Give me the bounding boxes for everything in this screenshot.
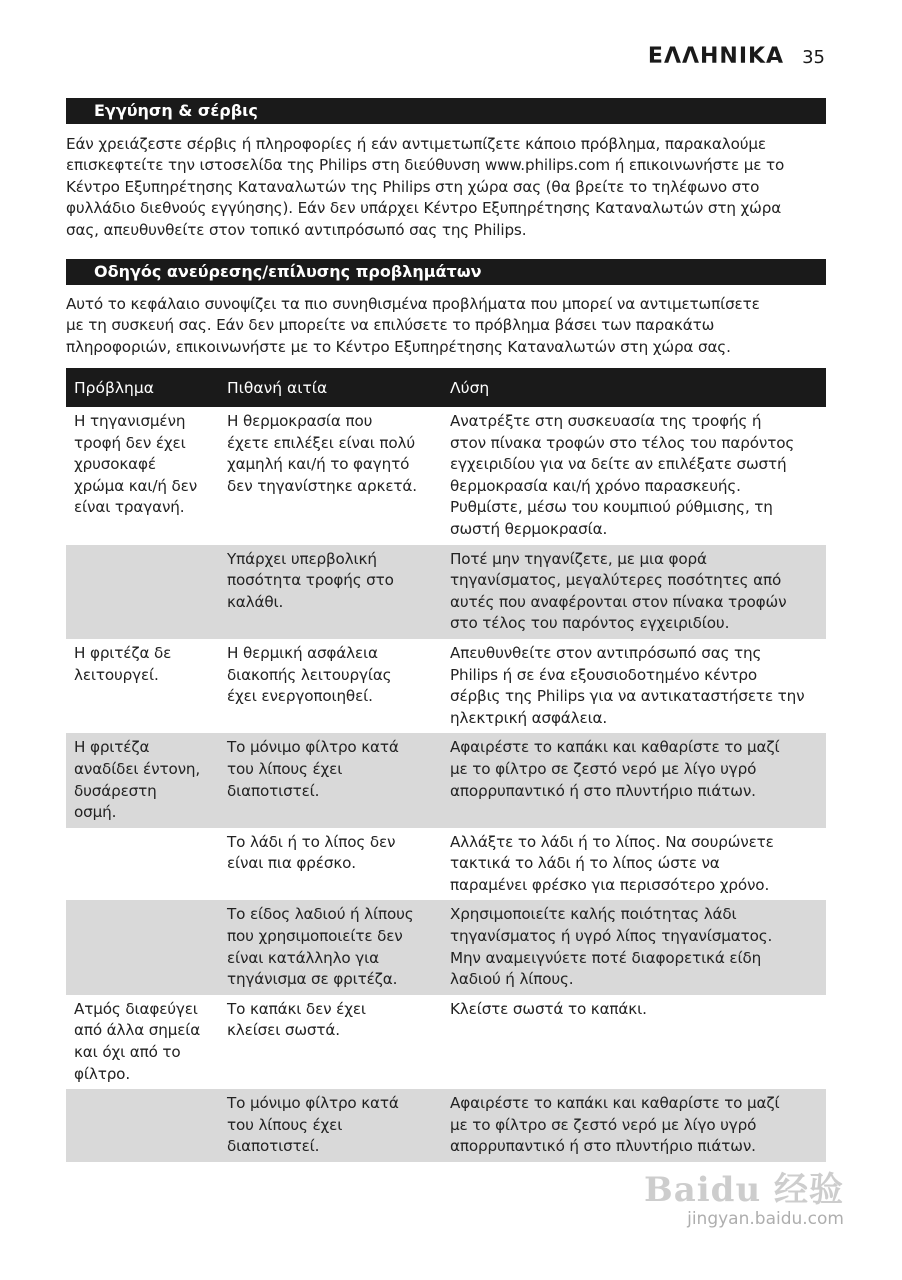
text-line: Εάν χρειάζεστε σέρβις ή πληροφορίες ή εάν αντιμετωπίζετε κάποιο πρόβλημα, παρακαλούμε xyxy=(66,135,766,153)
cell-line: Η τηγανισμένη xyxy=(74,412,186,430)
cell-line: σέρβις της Philips για να αντικαταστήσετε την xyxy=(450,687,805,706)
cell-line: τηγάνισμα σε φριτέζα. xyxy=(227,970,398,989)
cell-line: Η φριτέζα δε xyxy=(74,643,172,662)
table-row xyxy=(66,545,826,639)
cell-cause xyxy=(219,407,442,545)
cell-problem xyxy=(66,639,219,733)
cell-line: Αφαιρέστε το καπάκι και καθαρίστε το μαζί xyxy=(450,1094,780,1113)
cell-line: δεν τηγανίστηκε αρκετά. xyxy=(227,476,417,495)
cell-line: ηλεκτρική ασφάλεια. xyxy=(450,708,608,727)
cell-line: από άλλα σημεία xyxy=(74,1021,201,1040)
cell-line: Ανατρέξτε στη συσκευασία της τροφής ή xyxy=(450,412,762,430)
watermark-logo: Baidu 经验 xyxy=(643,1170,844,1210)
cell-problem xyxy=(66,1089,219,1162)
cell-line: διαποτιστεί. xyxy=(227,1137,320,1156)
cell-line: είναι τραγανή. xyxy=(74,498,185,517)
table-row xyxy=(66,995,826,1089)
cell-line: κλείσει σωστά. xyxy=(227,1021,340,1040)
cell-line: χρώμα και/ή δεν xyxy=(74,476,198,495)
cell-line: Αφαιρέστε το καπάκι και καθαρίστε το μαζί xyxy=(450,738,780,757)
cell-line: λαδιού ή λίπους. xyxy=(450,970,574,989)
cell-solution xyxy=(442,900,826,994)
cell-solution xyxy=(442,1089,826,1162)
cell-line: Απευθυνθείτε στον αντιπρόσωπό σας της xyxy=(450,643,762,662)
cell-line: τροφή δεν έχει xyxy=(74,433,186,452)
cell-line: του λίπους έχει xyxy=(227,759,343,778)
header-problem: Πρόβλημα xyxy=(74,378,154,397)
cell-problem xyxy=(66,733,219,827)
cell-line: τηγανίσματος, μεγαλύτερες ποσότητες από xyxy=(450,571,782,590)
header-cause: Πιθανή αιτία xyxy=(227,378,328,397)
text-line: με τη συσκευή σας. Εάν δεν μπορείτε να επιλύσετε το πρόβλημα βάσει των παρακάτω xyxy=(66,316,715,335)
cell-line: τακτικά το λάδι ή το λίπος ώστε να xyxy=(450,854,720,873)
cell-solution xyxy=(442,995,826,1089)
table-row xyxy=(66,828,826,901)
table-row xyxy=(66,1089,826,1162)
cell-problem xyxy=(66,828,219,901)
cell-line: οσμή. xyxy=(74,803,117,822)
table-row xyxy=(66,407,826,545)
cell-line: αυτές που αναφέρονται στον πίνακα τροφών xyxy=(450,592,787,611)
cell-line: Η θερμοκρασία που xyxy=(227,412,373,430)
table-row xyxy=(66,639,826,733)
cell-line: ποσότητα τροφής στο xyxy=(227,571,394,590)
cell-line: δυσάρεστη xyxy=(74,781,157,800)
cell-line: Αλλάξτε το λάδι ή το λίπος. Να σουρώνετε xyxy=(450,832,774,851)
cell-solution xyxy=(442,545,826,639)
cell-line: και όχι από το xyxy=(74,1043,181,1062)
cell-line: είναι κατάλληλο για xyxy=(227,948,379,967)
cell-line: του λίπους έχει xyxy=(227,1115,343,1134)
cell-line: έχετε επιλέξει είναι πολύ xyxy=(227,433,415,452)
cell-cause xyxy=(219,733,442,827)
text-line: φυλλάδιο διεθνούς εγγύησης). Εάν δεν υπάρχει Κέντρο Εξυπηρέτησης Καταναλωτών στη χώρα xyxy=(66,199,782,218)
warranty-paragraph xyxy=(66,134,826,241)
cell-cause xyxy=(219,545,442,639)
cell-line: λειτουργεί. xyxy=(74,665,159,684)
table-row xyxy=(66,733,826,827)
header-solution: Λύση xyxy=(450,378,490,397)
troubleshooting-paragraph xyxy=(66,294,826,358)
cell-line: απορρυπαντικό ή στο πλυντήριο πιάτων. xyxy=(450,781,756,800)
cell-solution xyxy=(442,407,826,545)
cell-line: Philips ή σε ένα εξουσιοδοτημένο κέντρο xyxy=(450,665,757,684)
cell-line: διαποτιστεί. xyxy=(227,781,320,800)
cell-line: Υπάρχει υπερβολική xyxy=(227,549,377,568)
cell-solution xyxy=(442,828,826,901)
cell-line: με το φίλτρο σε ζεστό νερό με λίγο υγρό xyxy=(450,759,757,778)
page-header xyxy=(648,44,825,69)
cell-line: έχει ενεργοποιηθεί. xyxy=(227,687,373,706)
cell-problem xyxy=(66,995,219,1089)
cell-line: διακοπής λειτουργίας xyxy=(227,665,392,684)
cell-line: Το καπάκι δεν έχει xyxy=(227,999,366,1018)
cell-line: εγχειριδίου για να δείτε αν επιλέξατε σωστή xyxy=(450,455,787,474)
cell-line: είναι πια φρέσκο. xyxy=(227,854,356,873)
cell-line: τηγανίσματος ή υγρό λίπος τηγανίσματος. xyxy=(450,927,773,946)
cell-line: Η φριτέζα xyxy=(74,738,150,757)
page-number: 35 xyxy=(802,47,825,68)
table-body xyxy=(66,407,826,1162)
cell-line: με το φίλτρο σε ζεστό νερό με λίγο υγρό xyxy=(450,1115,757,1134)
cell-line: χρυσοκαφέ xyxy=(74,455,156,474)
watermark xyxy=(644,1162,844,1229)
cell-line: Ποτέ μην τηγανίζετε, με μια φορά xyxy=(450,549,707,568)
cell-line: που χρησιμοποιείτε δεν xyxy=(227,927,403,946)
cell-cause xyxy=(219,828,442,901)
watermark-url: jingyan.baidu.com xyxy=(687,1209,844,1229)
table-row xyxy=(66,900,826,994)
text-line: Αυτό το κεφάλαιο συνοψίζει τα πιο συνηθισμένα προβλήματα που μπορεί να αντιμετωπίσετε xyxy=(66,295,760,313)
cell-solution xyxy=(442,733,826,827)
table-header xyxy=(66,368,826,407)
cell-line: φίλτρο. xyxy=(74,1064,130,1083)
section-title-warranty: Εγγύηση & σέρβις xyxy=(66,98,826,124)
text-line: Κέντρο Εξυπηρέτησης Καταναλωτών της Philips στη χώρα σας (θα βρείτε το τηλέφωνο στο xyxy=(66,177,760,196)
cell-line: στον πίνακα τροφών στο τέλος του παρόντος xyxy=(450,433,795,452)
cell-line: καλάθι. xyxy=(227,592,284,611)
cell-line: Η θερμική ασφάλεια xyxy=(227,643,378,662)
text-line: σας, απευθυνθείτε στον τοπικό αντιπρόσωπό σας της Philips. xyxy=(66,220,527,239)
cell-line: Το μόνιμο φίλτρο κατά xyxy=(227,738,399,757)
cell-line: Ρυθμίστε, μέσω του κουμπιού ρύθμισης, τη xyxy=(450,498,773,517)
cell-problem xyxy=(66,407,219,545)
cell-line: θερμοκρασία και/ή χρόνο παρασκευής. xyxy=(450,476,741,495)
cell-cause xyxy=(219,995,442,1089)
cell-line: αναδίδει έντονη, xyxy=(74,759,201,778)
troubleshooting-table xyxy=(66,368,826,1162)
cell-line: σωστή θερμοκρασία. xyxy=(450,519,608,538)
cell-line: απορρυπαντικό ή στο πλυντήριο πιάτων. xyxy=(450,1137,756,1156)
cell-line: Το μόνιμο φίλτρο κατά xyxy=(227,1094,399,1113)
cell-problem xyxy=(66,545,219,639)
cell-line: Κλείστε σωστά το καπάκι. xyxy=(450,999,647,1018)
cell-cause xyxy=(219,1089,442,1162)
cell-line: Το λάδι ή το λίπος δεν xyxy=(227,832,396,851)
cell-line: Χρησιμοποιείτε καλής ποιότητας λάδι xyxy=(450,905,737,924)
cell-cause xyxy=(219,639,442,733)
cell-cause xyxy=(219,900,442,994)
cell-line: χαμηλή και/ή το φαγητό xyxy=(227,455,410,474)
cell-line: Το είδος λαδιού ή λίπους xyxy=(227,905,414,924)
cell-line: Μην αναμειγνύετε ποτέ διαφορετικά είδη xyxy=(450,948,762,967)
cell-line: Ατμός διαφεύγει xyxy=(74,999,198,1018)
text-line: πληροφοριών, επικοινωνήστε με το Κέντρο Εξυπηρέτησης Καταναλωτών στη χώρα σας. xyxy=(66,337,731,356)
cell-problem xyxy=(66,900,219,994)
cell-solution xyxy=(442,639,826,733)
cell-line: παραμένει φρέσκο για περισσότερο χρόνο. xyxy=(450,875,770,894)
language-label: ΕΛΛΗΝΙΚΑ xyxy=(647,44,785,69)
text-line: επισκεφτείτε την ιστοσελίδα της Philips στη διεύθυνση www.philips.com ή επικοινωνήστε με το xyxy=(66,156,785,175)
section-title-troubleshooting: Οδηγός ανεύρεσης/επίλυσης προβλημάτων xyxy=(66,259,826,285)
cell-line: στο τέλος του παρόντος εγχειριδίου. xyxy=(450,614,730,633)
